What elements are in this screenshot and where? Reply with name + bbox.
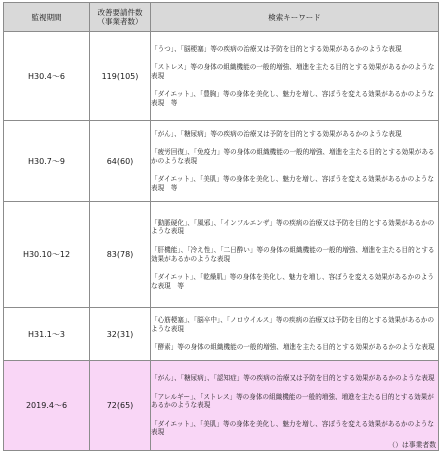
business-count: (78) (116, 250, 134, 259)
table-row (4, 308, 439, 361)
header-period: 監視期間 (4, 3, 90, 32)
keyword-line: 「肝機能」、「冷え性」、「二日酔い」等の身体の組織機能の一般的増強、増進を主たる目的とする効果があるかのような表現 (151, 245, 435, 263)
keyword-line: 「心筋梗塞」、「脳卒中」、「ノロウイルス」等の疾病の治療又は予防を目的とする効果があるかのような表現 (151, 316, 435, 333)
period-cell: 2019.4～6 (4, 361, 90, 451)
period-cell: H30.4～6 (4, 32, 90, 121)
keywords-cell (151, 32, 439, 121)
period-cell: H30.7～9 (4, 121, 90, 202)
keyword-line: 「動脈硬化」、「風邪」、「インフルエンザ」等の疾病の治療又は予防を目的とする効果があるかのような表現 (151, 218, 435, 236)
request-count: 72 (106, 401, 117, 410)
header-count-line2: （事業者数） (97, 17, 143, 26)
keyword-line: 「ダイエット」、「乾燥肌」等の身体を美化し、魅力を増し、容ぼうを変える効果があるかのような表現 等 (151, 273, 434, 290)
footnote: （）は事業者数 (388, 441, 436, 449)
keyword-line: 「アレルギー」、「ストレス」等の身体の組織機能の一般的増強、増進を主たる目的とする効果があるかのような表現 (151, 392, 434, 410)
business-count: (65) (116, 401, 134, 410)
keyword-line: 「酵素」等の身体の組織機能の一般的増強、増進を主たる目的とする効果があるかのような表現 (151, 343, 435, 352)
period-cell: H30.10～12 (4, 202, 90, 308)
header-count (90, 3, 151, 32)
header-row (4, 3, 439, 32)
request-count: 119 (101, 71, 117, 81)
keyword-line: 「ストレス」等の身体の組織機能の一般的増強、増進を主たる目的とする効果があるかのような表現 (151, 63, 435, 80)
keywords-cell (151, 121, 439, 202)
keywords-cell (151, 308, 439, 361)
keyword-line: 「うつ」、「脳梗塞」等の疾病の治療又は予防を目的とする効果があるかのような表現 (151, 44, 402, 53)
table-row (4, 121, 439, 202)
request-count: 64 (106, 156, 117, 166)
keyword-line: 「がん」、「糖尿病」等の疾病の治療又は予防を目的とする効果があるかのような表現 (151, 129, 402, 138)
period-cell: H31.1～3 (4, 308, 90, 361)
count-cell (90, 361, 151, 451)
keyword-line: 「疲労回復」、「免疫力」等の身体の組織機能の一般的増強、増進を主たる目的とする効果があるかのような表現 (151, 148, 435, 165)
count-cell (90, 32, 151, 121)
keyword-line: 「がん」、「糖尿病」、「認知症」等の疾病の治療又は予防を目的とする効果があるかのような表現 (151, 374, 435, 383)
monitoring-table (3, 2, 439, 451)
count-cell (90, 308, 151, 361)
business-count: (60) (116, 156, 134, 166)
header-keywords: 検索キーワード (151, 3, 439, 32)
table-row (4, 202, 439, 308)
table-row (4, 32, 439, 121)
request-count: 83 (106, 250, 117, 259)
keyword-line: 「ダイエット」、「豊胸」等の身体を美化し、魅力を増し、容ぼうを変える効果があるかのような表現 等 (151, 90, 434, 107)
request-count: 32 (106, 329, 117, 339)
table-row (4, 361, 439, 451)
count-cell (90, 121, 151, 202)
header-count-line1: 改善要請件数 (97, 8, 143, 17)
keywords-cell (151, 361, 439, 451)
business-count: (31) (116, 329, 134, 339)
count-cell (90, 202, 151, 308)
keywords-cell (151, 202, 439, 308)
table-body (4, 32, 439, 451)
keyword-line: 「ダイエット」、「美肌」等の身体を美化し、魅力を増し、容ぼうを変える効果があるかのような表現 (151, 419, 434, 437)
keyword-line: 「ダイエット」、「美肌」等の身体を美化し、魅力を増し、容ぼうを変える効果があるかのような表現 等 (151, 175, 434, 192)
business-count: (105) (116, 71, 139, 81)
